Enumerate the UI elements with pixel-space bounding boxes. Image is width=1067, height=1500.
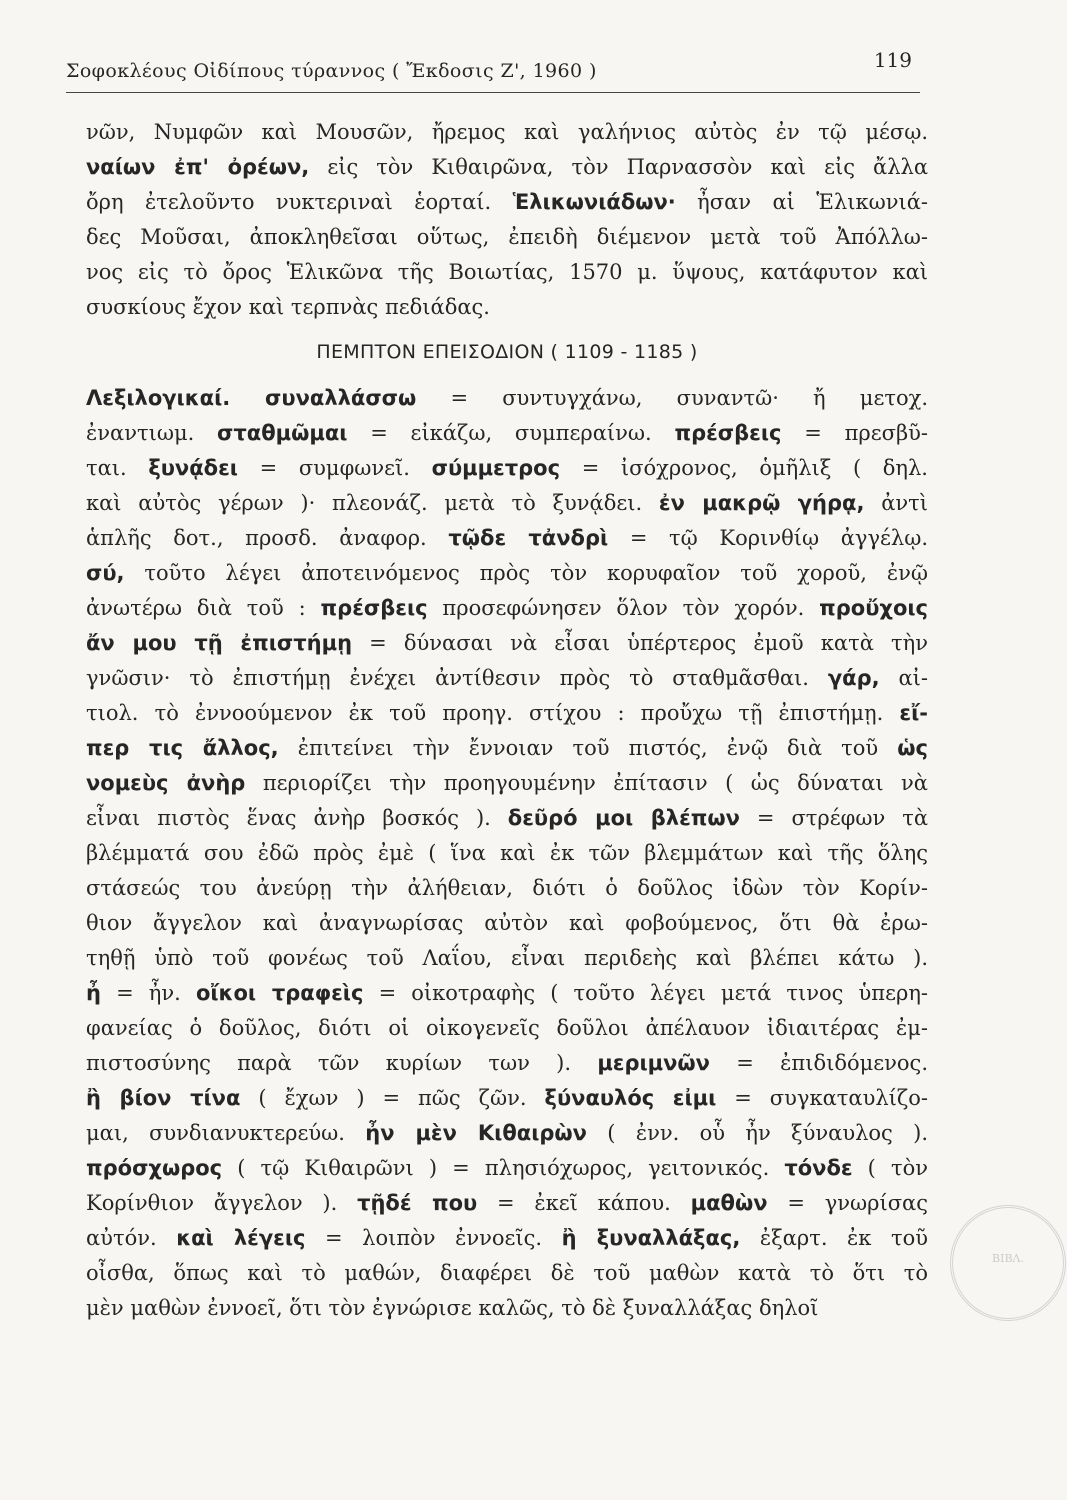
gloss-text: εἰς τὸν Κιθαιρῶνα, τὸν Παρνασσὸν καὶ εἰς ἄλλα [309,155,928,179]
page-header [66,44,920,94]
gloss-text: = στρέφων τὰ [739,806,928,830]
text-line [86,1186,928,1221]
lemma-term: ἦ [86,981,101,1005]
text-line [86,731,928,766]
gloss-text: θιον ἄγγελον καὶ ἀναγνωρίσας αὐτὸν καὶ φοβούμενος, ὅτι θὰ ἐρω- [86,911,928,935]
gloss-text: = ἦν. [100,981,196,1005]
commentary-text [86,115,928,1326]
lemma-term: τόνδε [784,1156,853,1180]
gloss-text: συσκίους ἔχον καὶ τερπνὰς πεδιάδας. [86,295,490,319]
text-line [86,1046,928,1081]
gloss-text: ( τῷ Κιθαιρῶνι ) = πλησιόχωρος, γειτονικός. [222,1156,785,1180]
gloss-text: ( ἔχων ) = πῶς ζῶν. [240,1086,545,1110]
text-line [86,255,928,290]
gloss-text: στάσεώς του ἀνεύρῃ τὴν ἀλήθειαν, διότι ὁ δοῦλος ἰδὼν τὸν Κορίν- [86,876,928,900]
text-line [86,185,928,220]
lemma-term: ξύναυλός εἰμι [544,1086,717,1110]
lemma-term: εἴ- [899,701,928,725]
text-line [86,220,928,255]
gloss-text: ( ἐνν. οὗ ἦν ξύναυλος ). [586,1121,928,1145]
text-line [86,1221,928,1256]
gloss-text: = τῷ Κορινθίῳ ἀγγέλῳ. [608,526,928,550]
lemma-term: μαθὼν [690,1191,768,1215]
text-line [86,906,928,941]
gloss-text: ἁπλῆς δοτ., προσδ. ἀναφορ. [86,526,449,550]
gloss-text: περιορίζει τὴν προηγουμένην ἐπίτασιν ( ὡς δύναται νὰ [245,771,928,795]
text-line [86,801,928,836]
lemma-term: ξυνᾴδει [148,456,238,480]
gloss-text: = συμφωνεῖ. [237,456,432,480]
text-line [86,1081,928,1116]
lemma-term: ἦν μὲν Κιθαιρὼν [365,1121,587,1145]
gloss-text: = οἰκοτραφὴς ( τοῦτο λέγει μετά τινος ὑπερη- [363,981,928,1005]
lexicon-paragraph [86,381,928,1326]
gloss-text: βλέμματά σου ἐδῶ πρὸς ἐμὲ ( ἵνα καὶ ἐκ τῶν βλεμμάτων καὶ τῆς ὅλης [86,841,928,865]
gloss-text: = ἐκεῖ κάπου. [477,1191,691,1215]
text-line [86,661,928,696]
section-heading: ΠΕΜΠΤΟΝ ΕΠΕΙΣΟΔΙΟΝ ( 1109 - 1185 ) [316,341,698,363]
lemma-term: προὔχοις [819,596,928,620]
lemma-term: περ τις ἄλλος, [86,736,279,760]
text-line [86,1291,928,1326]
text-line [86,416,928,451]
lemma-term: πρέσβεις [674,421,782,445]
lemma-term: δεῦρό μοι βλέπων [507,806,740,830]
gloss-text: προσεφώνησεν ὅλον τὸν χορόν. [427,596,820,620]
text-line [86,696,928,731]
lemma-term: μεριμνῶν [597,1051,710,1075]
lemma-term: ναίων ἐπ' ὀρέων, [86,155,310,179]
lemma-term: ὡς [897,736,928,760]
lemma-term: τῇδέ που [357,1191,478,1215]
text-line [86,486,928,521]
lemma-term: ἢ βίον τίνα [86,1086,241,1110]
gloss-text: = συντυγχάνω, συναντῶ· ἤ μετοχ. [416,386,928,410]
page-number: 119 [873,48,912,72]
header-rule [66,92,920,93]
text-line [86,115,928,150]
gloss-text: ται. [86,456,149,480]
gloss-text: τοῦτο λέγει ἀποτεινόμενος πρὸς τὸν κορυφαῖον τοῦ χοροῦ, ἐνῷ [124,561,928,585]
gloss-text: ἐξαρτ. ἐκ τοῦ [740,1226,928,1250]
running-title: Σοφοκλέους Οἰδίπους τύραννος ( Ἔκδοσις Ζ', 1960 ) [66,60,597,82]
lemma-term: ἢ ξυναλλάξας, [561,1226,741,1250]
text-line [86,1256,928,1291]
gloss-text: ἐπιτείνει τὴν ἔννοιαν τοῦ πιστός, ἐνῷ διὰ τοῦ [278,736,898,760]
text-line [86,381,928,416]
gloss-text: Κορίνθιον ἄγγελον ). [86,1191,358,1215]
gloss-text: δες Μοῦσαι, ἀποκληθεῖσαι οὕτως, ἐπειδὴ διέμενον μετὰ τοῦ Ἀπόλλω- [86,225,928,249]
gloss-text: νῶν, Νυμφῶν καὶ Μουσῶν, ἤρεμος καὶ γαλήνιος αὐτὸς ἐν τῷ μέσῳ. [86,120,928,144]
lemma-term: νομεὺς ἀνὴρ [86,771,246,795]
gloss-text: τηθῇ ὑπὸ τοῦ φονέως τοῦ Λαΐου, εἶναι περιδεὴς καὶ βλέπει κάτω ). [86,946,928,970]
gloss-text: = πρεσβῦ- [781,421,928,445]
lemma-term: ἐν μακρῷ γήρᾳ, [658,491,865,515]
text-line [86,150,928,185]
gloss-text: εἶναι πιστὸς ἕνας ἀνὴρ βοσκός ). [86,806,508,830]
text-line [86,941,928,976]
lemma-term: καὶ λέγεις [176,1226,306,1250]
text-line [86,766,928,801]
gloss-text: = γνωρίσας [767,1191,928,1215]
gloss-text: πιστοσύνης παρὰ τῶν κυρίων των ). [86,1051,598,1075]
gloss-text: ἦσαν αἱ Ἑλικωνιά- [675,190,928,214]
gloss-text: = δύνασαι νὰ εἶσαι ὑπέρτερος ἐμοῦ κατὰ τὴν [352,631,928,655]
gloss-text: οἶσθα, ὅπως καὶ τὸ μαθών, διαφέρει δὲ τοῦ μαθὼν κατὰ τὸ ὅτι τὸ [86,1261,928,1285]
gloss-text: ἀντὶ [864,491,928,515]
intro-paragraph [86,115,928,325]
gloss-text: τιολ. τὸ ἐννοούμενον ἐκ τοῦ προηγ. στίχου : προὔχω τῇ ἐπιστήμῃ. [86,701,900,725]
gloss-text: φανείας ὁ δοῦλος, διότι οἱ οἰκογενεῖς δοῦλοι ἀπέλαυον ἰδιαιτέρας ἐμ- [86,1016,928,1040]
lemma-term: σύ, [86,561,125,585]
gloss-text: αἰ- [879,666,928,690]
lemma-term: Λεξιλογικαί. συναλλάσσω [86,386,417,410]
text-line [86,626,928,661]
lemma-term: τῷδε τἀνδρὶ [448,526,609,550]
gloss-text: αὐτόν. [86,1226,177,1250]
gloss-text: = εἰκάζω, συμπεραίνω. [347,421,675,445]
gloss-text: νος εἰς τὸ ὄρος Ἑλικῶνα τῆς Βοιωτίας, 1570 μ. ὕψους, κατάφυτον καὶ [86,260,928,284]
text-line [86,290,928,325]
gloss-text: γνῶσιν· τὸ ἐπιστήμῃ ἐνέχει ἀντίθεσιν πρὸς τὸ σταθμᾶσθαι. [86,666,828,690]
lemma-term: σύμμετρος [431,456,561,480]
text-line [86,1011,928,1046]
lemma-term: οἴκοι τραφεὶς [195,981,364,1005]
gloss-text: = ἰσόχρονος, ὁμῆλιξ ( δηλ. [560,456,928,480]
lemma-term: πρόσχωρος [86,1156,223,1180]
gloss-text: ἀνωτέρω διὰ τοῦ : [86,596,321,620]
text-line [86,591,928,626]
gloss-text: ( τὸν [852,1156,928,1180]
library-stamp: ΒΙΒΛ. [950,1205,1066,1321]
gloss-text: = λοιπὸν ἐννοεῖς. [305,1226,562,1250]
gloss-text: = συγκαταυλίζο- [716,1086,928,1110]
text-line [86,1151,928,1186]
lemma-term: γάρ, [827,666,880,690]
lemma-term: σταθμῶμαι [217,421,348,445]
gloss-text: μὲν μαθὼν ἐννοεῖ, ὅτι τὸν ἐγνώρισε καλῶς, τὸ δὲ ξυναλλάξας δηλοῖ [86,1296,819,1320]
gloss-text: = ἐπιδιδόμενος. [709,1051,928,1075]
lemma-term: ἄν μου τῇ ἐπιστήμῃ [86,631,353,655]
text-line [86,556,928,591]
text-line [86,976,928,1011]
gloss-text: ὄρη ἐτελοῦντο νυκτεριναὶ ἑορταί. [86,190,513,214]
lemma-term: Ἑλικωνιάδων· [512,190,676,214]
text-line [86,521,928,556]
text-line [86,871,928,906]
text-line [86,836,928,871]
gloss-text: μαι, συνδιανυκτερεύω. [86,1121,366,1145]
text-line [86,1116,928,1151]
gloss-text: ἐναντιωμ. [86,421,218,445]
lemma-term: πρέσβεις [320,596,428,620]
gloss-text: καὶ αὐτὸς γέρων )· πλεονάζ. μετὰ τὸ ξυνᾴδει. [86,491,659,515]
text-line [86,451,928,486]
